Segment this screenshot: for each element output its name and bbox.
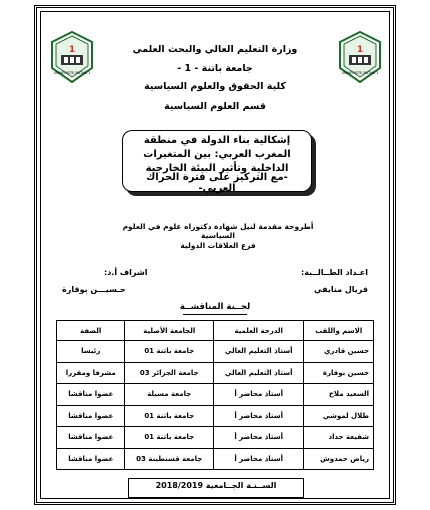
member-role: عضوا مناقشا [57,384,125,406]
header-name: الاسم واللقب [304,321,374,341]
thesis-title: إشكالية بناء الدولة في منطقة المغرب العربي: بين المتغيرات الداخلية وتأثير البيئة الخارجية [143,135,291,174]
member-university: جامعة باتنة 01 [125,405,214,427]
member-name: السعيد ملاح [304,384,374,406]
member-degree: أستاذ محاضر أ [214,384,304,406]
committee-title-underline [183,314,247,315]
member-role: عضوا مناقشا [57,427,125,449]
member-university: جامعة قسنطينة 03 [125,448,214,470]
member-university: جامعة باتنة 01 [125,341,214,363]
member-university: جامعة باتنة 01 [125,427,214,449]
member-degree: أستاذ محاضر أ [214,427,304,449]
member-name: شفيعة حداد [304,427,374,449]
svg-text:1: 1 [356,45,364,55]
prepared-by-label: اعـداد الطــالــبة: [301,268,368,277]
committee-title: لجــنة المناقشــة [179,302,251,312]
supervisor-name: حـسيـــن بوقارة [62,285,126,294]
header-degree: الدرجة العلمية [214,321,304,341]
member-degree: أستاذ محاضر أ [214,448,304,470]
faculty-name: كلية الحقوق والعلوم السياسية [144,81,286,92]
committee-header-row [57,321,374,341]
member-role: عضوا مناقشا [57,448,125,470]
member-name: طلال لموشي [304,405,374,427]
university-name: جامعة باتنة - 1 - [177,63,253,74]
member-university: جامعة مسيلة [125,384,214,406]
member-university: جامعة الجزائر 03 [125,362,214,384]
member-degree: أستاذ التعليم العالي [214,341,304,363]
thesis-branch: فرع العلاقات الدولية [180,241,256,250]
logo-caption-left: UNIVERSITE BATNA 1 [53,71,91,75]
academic-year: الســنـة الجــامعية 2018/2019 [155,481,277,490]
svg-text:1: 1 [68,45,76,55]
logo-caption-right: UNIVERSITE BATNA 1 [341,71,379,75]
member-role: رئيسا [57,341,125,363]
member-name: رياض حمدوش [304,448,374,470]
student-name: فريال منايفي [313,285,368,294]
member-role: مشرفا ومقررا [57,362,125,384]
table-row [57,427,374,449]
table-row [57,341,374,363]
thesis-subtitle: -مع التركيز على فترة الحراك العربي- [146,172,288,194]
table-row [57,405,374,427]
table-row [57,384,374,406]
university-logo-right [336,30,384,86]
ministry-name: وزارة التعليم العالي والبحث العلمي [132,44,298,55]
member-name: حسين قادري [304,341,374,363]
committee-table [56,320,374,470]
member-name: حسين بوقارة [304,362,374,384]
member-role: عضوا مناقشا [57,405,125,427]
thesis-description: أطروحة مقدمة لنيل شهادة دكتوراه علوم في العلوم السياسية [122,222,314,240]
table-row [57,448,374,470]
member-degree: أستاذ التعليم العالي [214,362,304,384]
header-role: الصفة [57,321,125,341]
department-name: قسم العلوم السياسية [164,101,266,112]
header-university: الجامعة الأصلية [125,321,214,341]
supervisor-label: اشراف أ.د: [104,268,148,277]
university-logo-left [48,30,96,86]
member-degree: أستاذ محاضر أ [214,405,304,427]
table-row [57,362,374,384]
